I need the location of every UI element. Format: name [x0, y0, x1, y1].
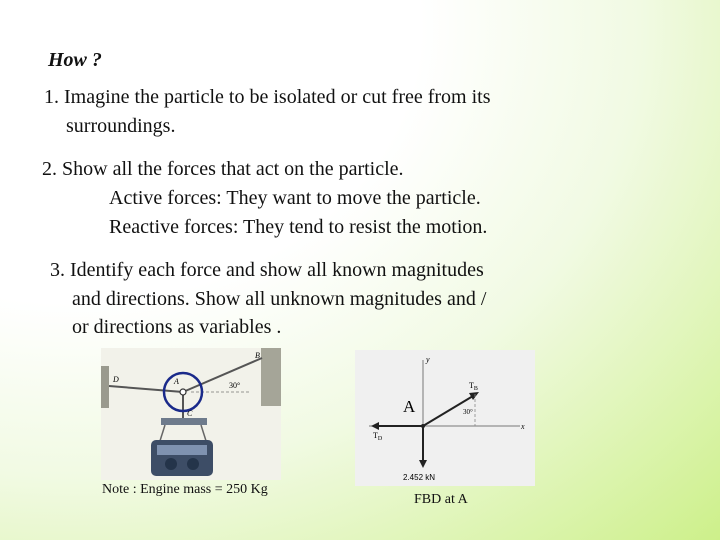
label-x-axis: x — [521, 422, 525, 431]
step-3-line-2: and directions. Show all unknown magnitudes and / — [72, 288, 487, 310]
label-a: A — [174, 377, 179, 386]
label-td: $T_D$ — [373, 431, 383, 442]
step-2-line-2: Active forces: They want to move the particle. — [109, 187, 481, 209]
label-d: D — [113, 375, 119, 384]
label-c: C — [187, 409, 193, 418]
slide-heading: How ? — [48, 49, 102, 71]
step-1-line-2: surroundings. — [66, 115, 176, 137]
label-fbd-angle: 30° — [463, 408, 473, 416]
label-y-axis: y — [426, 355, 430, 364]
label-b: B — [255, 351, 260, 360]
fbd-caption: FBD at A — [414, 492, 468, 507]
label-tb: $T_B$ — [469, 381, 478, 392]
engine-mass-note: Note : Engine mass = 250 Kg — [102, 482, 268, 497]
step-2-line-3: Reactive forces: They tend to resist the motion. — [109, 216, 488, 238]
step-3-line-1: 3. Identify each force and show all known magnitudes — [50, 259, 484, 281]
label-point-a: A — [403, 397, 416, 416]
free-body-diagram — [355, 350, 535, 486]
step-3-line-3: or directions as variables . — [72, 316, 282, 338]
step-2-line-1: 2. Show all the forces that act on the particle. — [42, 158, 404, 180]
label-weight: 2.452 kN — [403, 473, 436, 482]
step-1-line-1: 1. Imagine the particle to be isolated or cut free from its — [44, 86, 491, 108]
engine-hoist-figure — [101, 348, 281, 480]
label-angle: 30° — [229, 381, 241, 390]
